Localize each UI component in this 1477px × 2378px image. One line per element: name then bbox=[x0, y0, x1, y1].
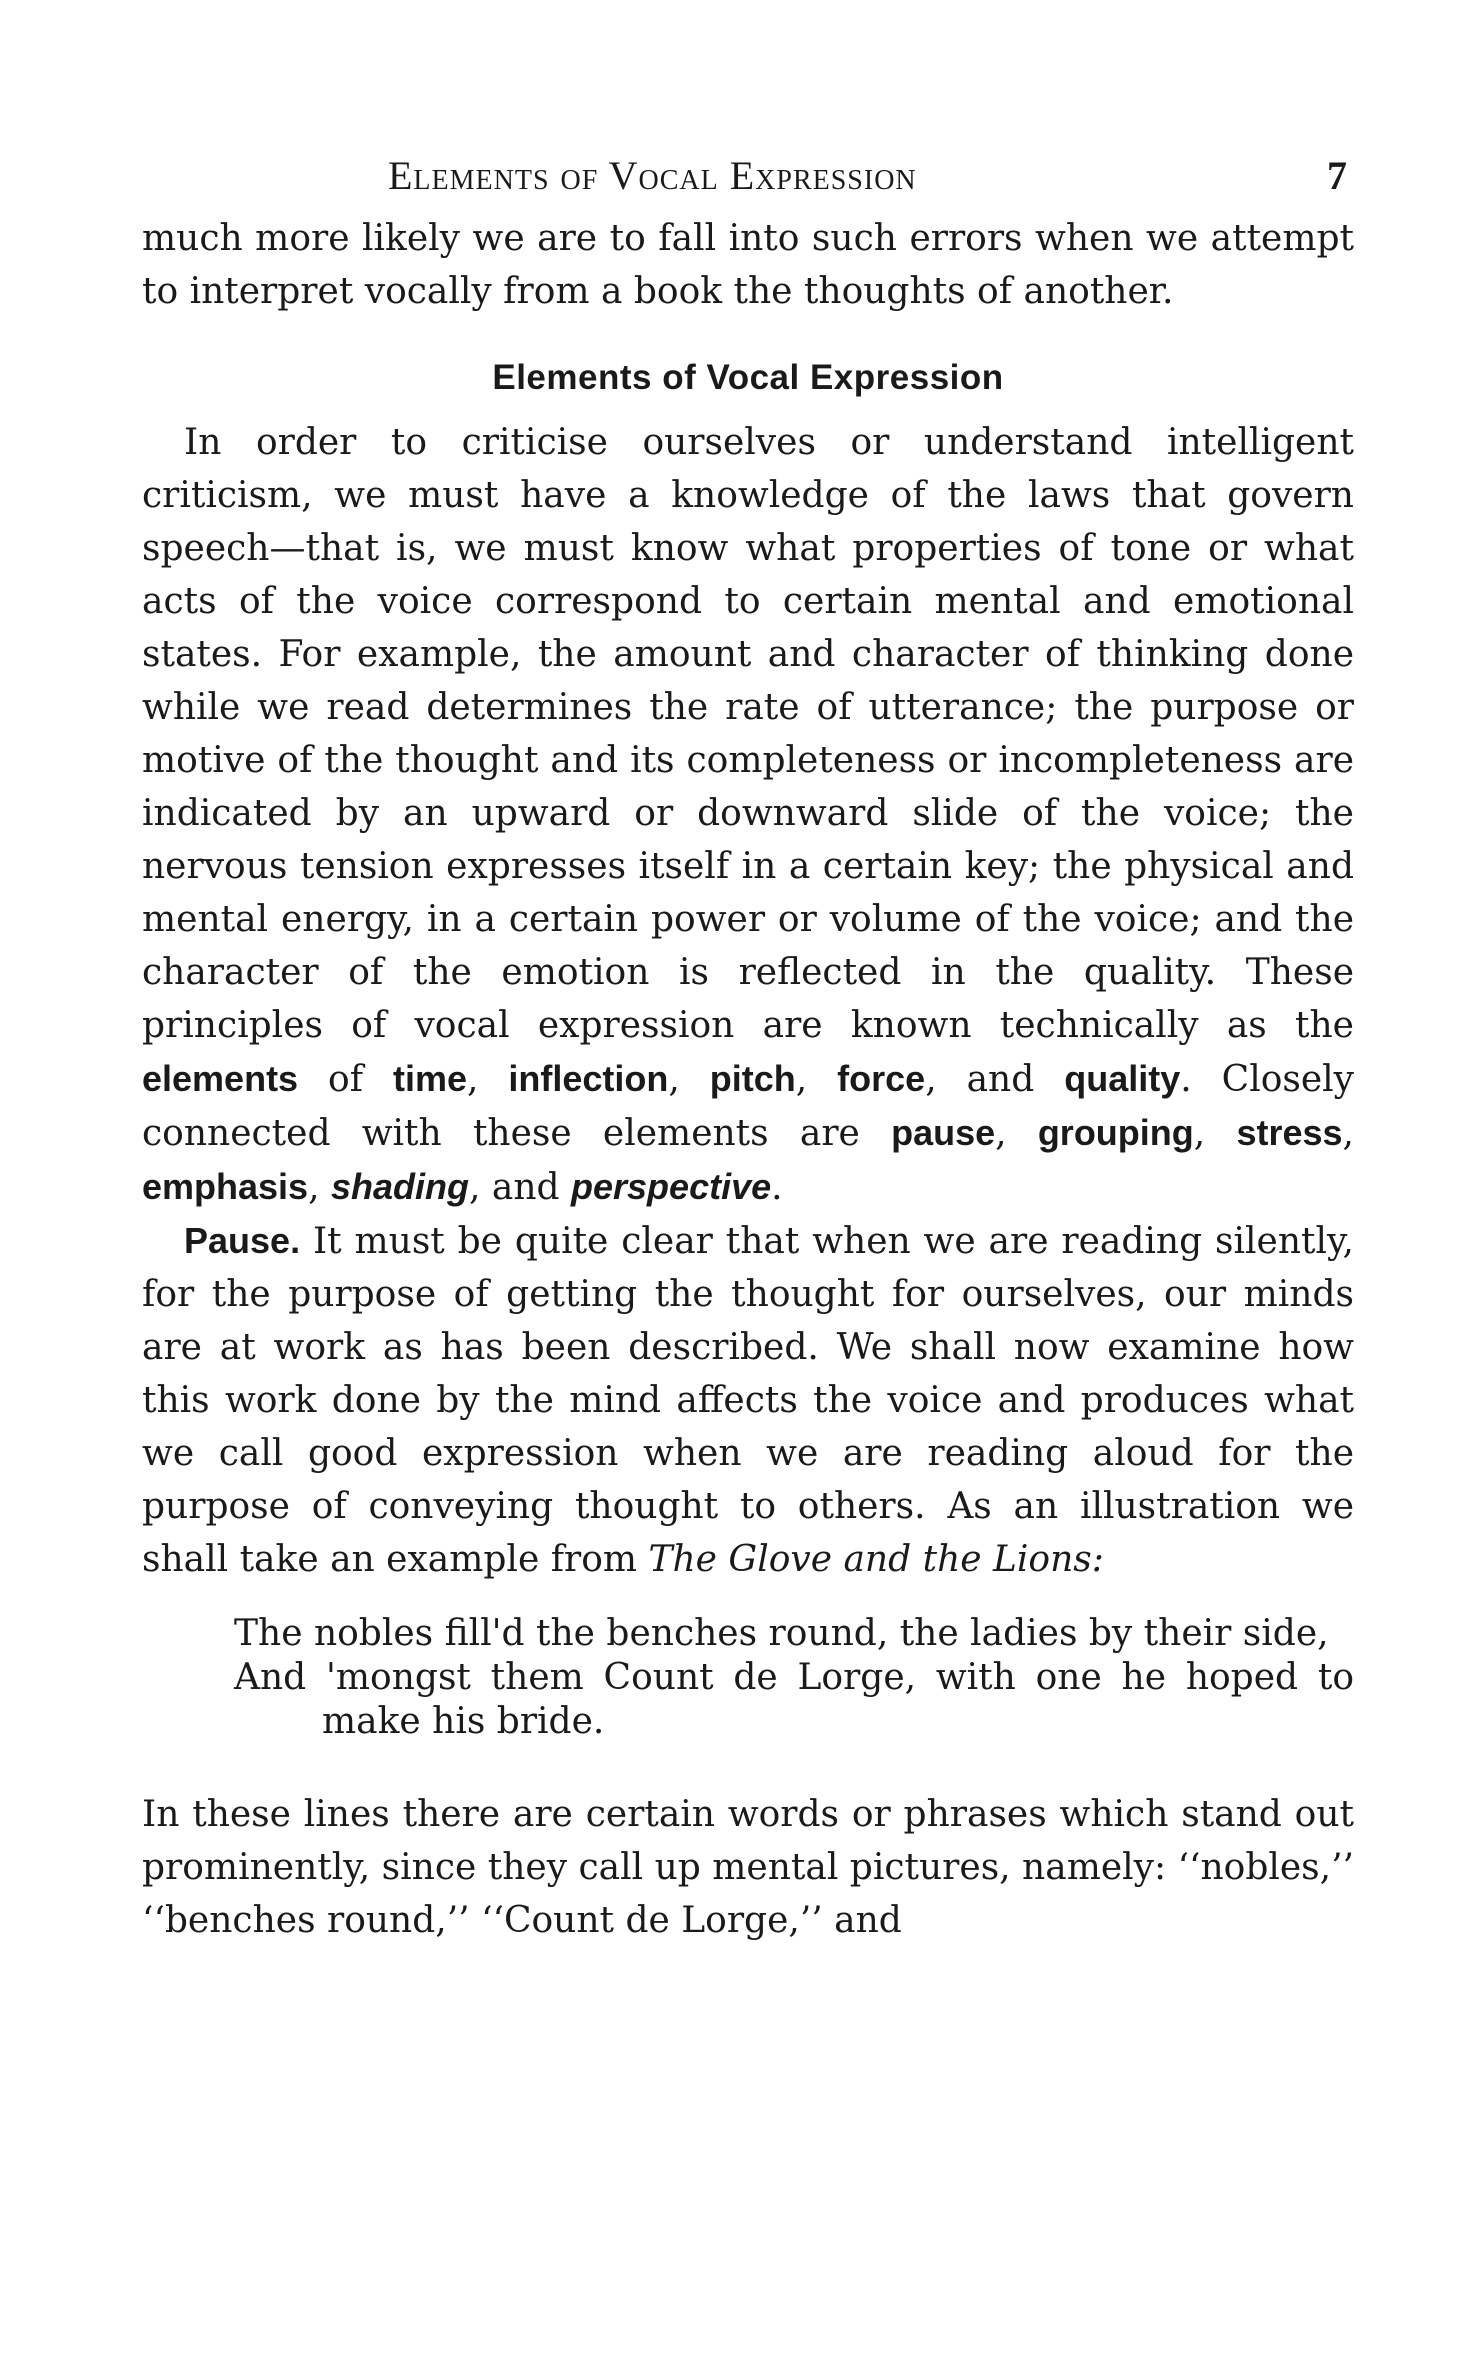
term-quality: quality bbox=[1064, 1058, 1181, 1099]
term-perspective: perspective bbox=[571, 1166, 772, 1207]
term-stress: stress bbox=[1236, 1112, 1343, 1153]
running-header bbox=[142, 150, 1354, 210]
book-page bbox=[142, 150, 1354, 1947]
poem-title: The Glove and the Lions: bbox=[648, 1539, 1104, 1580]
text-of: of bbox=[298, 1059, 393, 1100]
text-closely: . Closely connected with these elements are bbox=[142, 1059, 1355, 1154]
poem-quotation bbox=[234, 1612, 1354, 1744]
term-grouping: grouping bbox=[1037, 1112, 1194, 1153]
text-and: and bbox=[966, 1059, 1035, 1100]
term-force: force bbox=[837, 1058, 926, 1099]
text-and-2: , and bbox=[468, 1167, 572, 1208]
term-pitch: pitch bbox=[709, 1058, 796, 1099]
section-heading: Elements of Vocal Expression bbox=[492, 358, 1004, 397]
paragraph-pause bbox=[142, 1214, 1354, 1586]
run-in-heading-pause: Pause. bbox=[184, 1220, 301, 1261]
term-time: time bbox=[392, 1058, 467, 1099]
paragraph-text: In order to criticise ourselves or understand intelligent criticism, we must have a knowledge of the laws that govern speech—that is, we must know what properties of tone or what acts of the voice correspond to certain mental and emotional states. For example, the amount and character of thinking done while we read determines the rate of utterance; the purpose or motive of the thought and its completeness or incompleteness are indicated by an upward or downward slide of the voice; the nervous tension expresses itself in a certain key; the physical and mental energy, in a certain power or volume of the voice; and the character of the emotion is reflected in the quality. These principles of vocal expression are known technically as the bbox=[142, 422, 1354, 1046]
paragraph-elements: In order to criticise ourselves or understand intelligent criticism, we must have a knowledge of the laws that govern speech—that is, we must know what properties of tone or what acts of the voice correspond to certain mental and emotional states. For example, the amount and character of thinking done while we read determines the rate of utterance; the purpose or motive of the thought and its completeness or incompleteness are indicated by an upward or downward slide of the voice; the nervous tension expresses itself in a certain key; the physical and mental energy, in a certain power or volume of the voice; and the character of the emotion is reflected in the quality. These principles of vocal expression are known technically as the elements of time, inflection, pitch, force, and quality. Closely connected with these elements are pause, grouping, stress, emphasis, shading, and perspective. bbox=[142, 422, 1355, 1208]
running-title: Elements of Vocal Expression bbox=[388, 153, 917, 198]
poem-line: The nobles fill'd the benches round, the ladies by their side, bbox=[234, 1613, 1329, 1654]
term-inflection: inflection bbox=[508, 1058, 669, 1099]
term-shading: shading bbox=[330, 1166, 469, 1207]
continuation-paragraph: much more likely we are to fall into such errors when we attempt to interpret vocally from a book the thoughts of another. bbox=[142, 218, 1354, 312]
term-elements: elements bbox=[142, 1058, 299, 1099]
paragraph-words: In these lines there are certain words or phrases which stand out prominently, since they call up mental pictures, namely: ‘‘nobles,’’ ‘‘benches round,’’ ‘‘Count de Lorge,’’ and bbox=[142, 1794, 1354, 1941]
term-pause: pause bbox=[891, 1112, 996, 1153]
paragraph-text: It must be quite clear that when we are reading silently, for the purpose of getting the thought for ourselves, our minds are at work as has been described. We shall now examine how this work done by the mind affects the voice and produces what we call good expression when we are reading aloud for the purpose of conveying thought to others. As an illustration we shall take an example from bbox=[142, 1221, 1354, 1580]
poem-line: And 'mongst them Count de Lorge, with one he hoped to make his bride. bbox=[234, 1657, 1354, 1742]
text-end: . bbox=[771, 1167, 783, 1208]
term-emphasis: emphasis bbox=[142, 1166, 309, 1207]
page-number: 7 bbox=[1327, 153, 1348, 198]
